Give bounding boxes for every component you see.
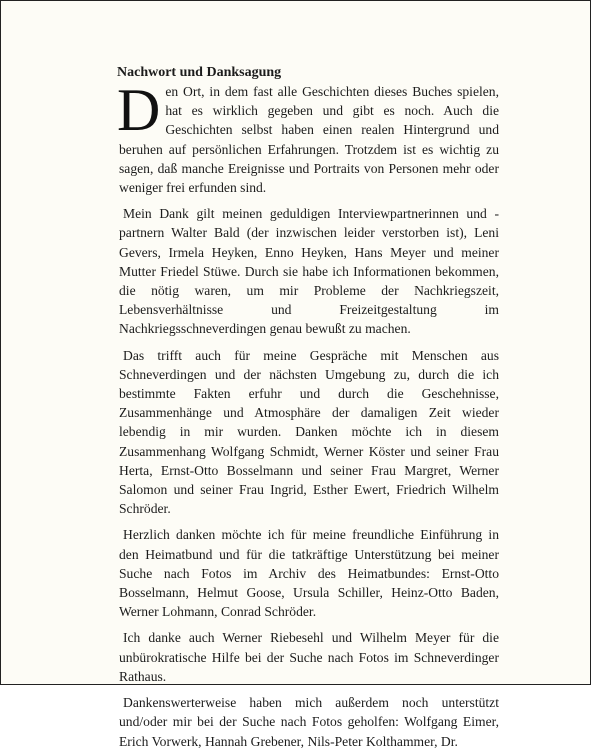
paragraph-thanks-conversations: Das trifft auch für meine Gespräche mit Menschen aus Schneverdingen und der nächsten Umgebung zu, durch die ich bestimmte Fakten erfuhr und durch die Geschehnisse, Zusammenhänge und Atmosphäre der damaligen Zeit wieder lebendig in mir wurden. Danken möchte ich in diesem Zusammenhang Wolfgang Schmidt, Werner Köster und seiner Frau Herta, Ernst-Otto Bosselmann und seiner Frau Margret, Werner Salomon und seiner Frau Ingrid, Esther Ewert, Friedrich Wilhelm Schröder. [119,347,499,517]
drop-cap-letter: D [117,77,161,143]
paragraph-thanks-photos: Dankenswerterweise haben mich außerdem noch unterstützt und/oder mir bei der Suche nach Fotos geholfen: Wolfgang Eimer, Erich Vorwerk, Hannah Grebener, Nils-Peter Kolthammer, Dr. [119,695,499,749]
paragraph-thanks-heimatbund: Herzlich danken möchte ich für meine freundliche Einführung in den Heimatbund und für die tatkräftige Unterstützung bei meiner Suche nach Fotos im Archiv des Heimatbundes: Ernst-Otto Bosselmann, Helmut Goose, Ursula Schiller, Heinz-Otto Baden, Werner Lohmann, Conrad Schröder. [119,527,499,620]
page-content [119,64,499,751]
paragraph-thanks-interviews: Mein Dank gilt meinen geduldigen Interviewpartnerinnen und -partnern Walter Bald (der inzwischen leider verstorben ist), Leni Gevers, Irmela Heyken, Enno Heyken, Hans Meyer und meiner Mutter Friedel Stüwe. Durch sie habe ich Informationen bekommen, die nötig waren, um mir Probleme der Nachkriegszeit, Lebensverhältnisse und Freizeitgestaltung im Nachkriegsschneverdingen genau bewußt zu machen. [119,206,499,337]
paragraph-thanks-rathaus: Ich danke auch Werner Riebesehl und Wilhelm Meyer für die unbürokratische Hilfe bei der Suche nach Fotos im Schneverdinger Rathaus. [119,630,499,684]
section-heading: Nachwort und Danksagung [117,65,282,80]
paragraph-intro [117,77,499,197]
paragraph-intro-text: en Ort, in dem fast alle Geschichten dieses Buches spielen, hat es wirklich gegeben und gibt es noch. Auch die Geschichten selbst haben einen realen Hintergrund und beruhen auf persönlichen Erfahrungen. Trotzdem ist es wichtig zu sagen, daß manche Ereignisse und Portraits von Personen mehr oder weniger frei erfunden sind. [119,84,499,196]
